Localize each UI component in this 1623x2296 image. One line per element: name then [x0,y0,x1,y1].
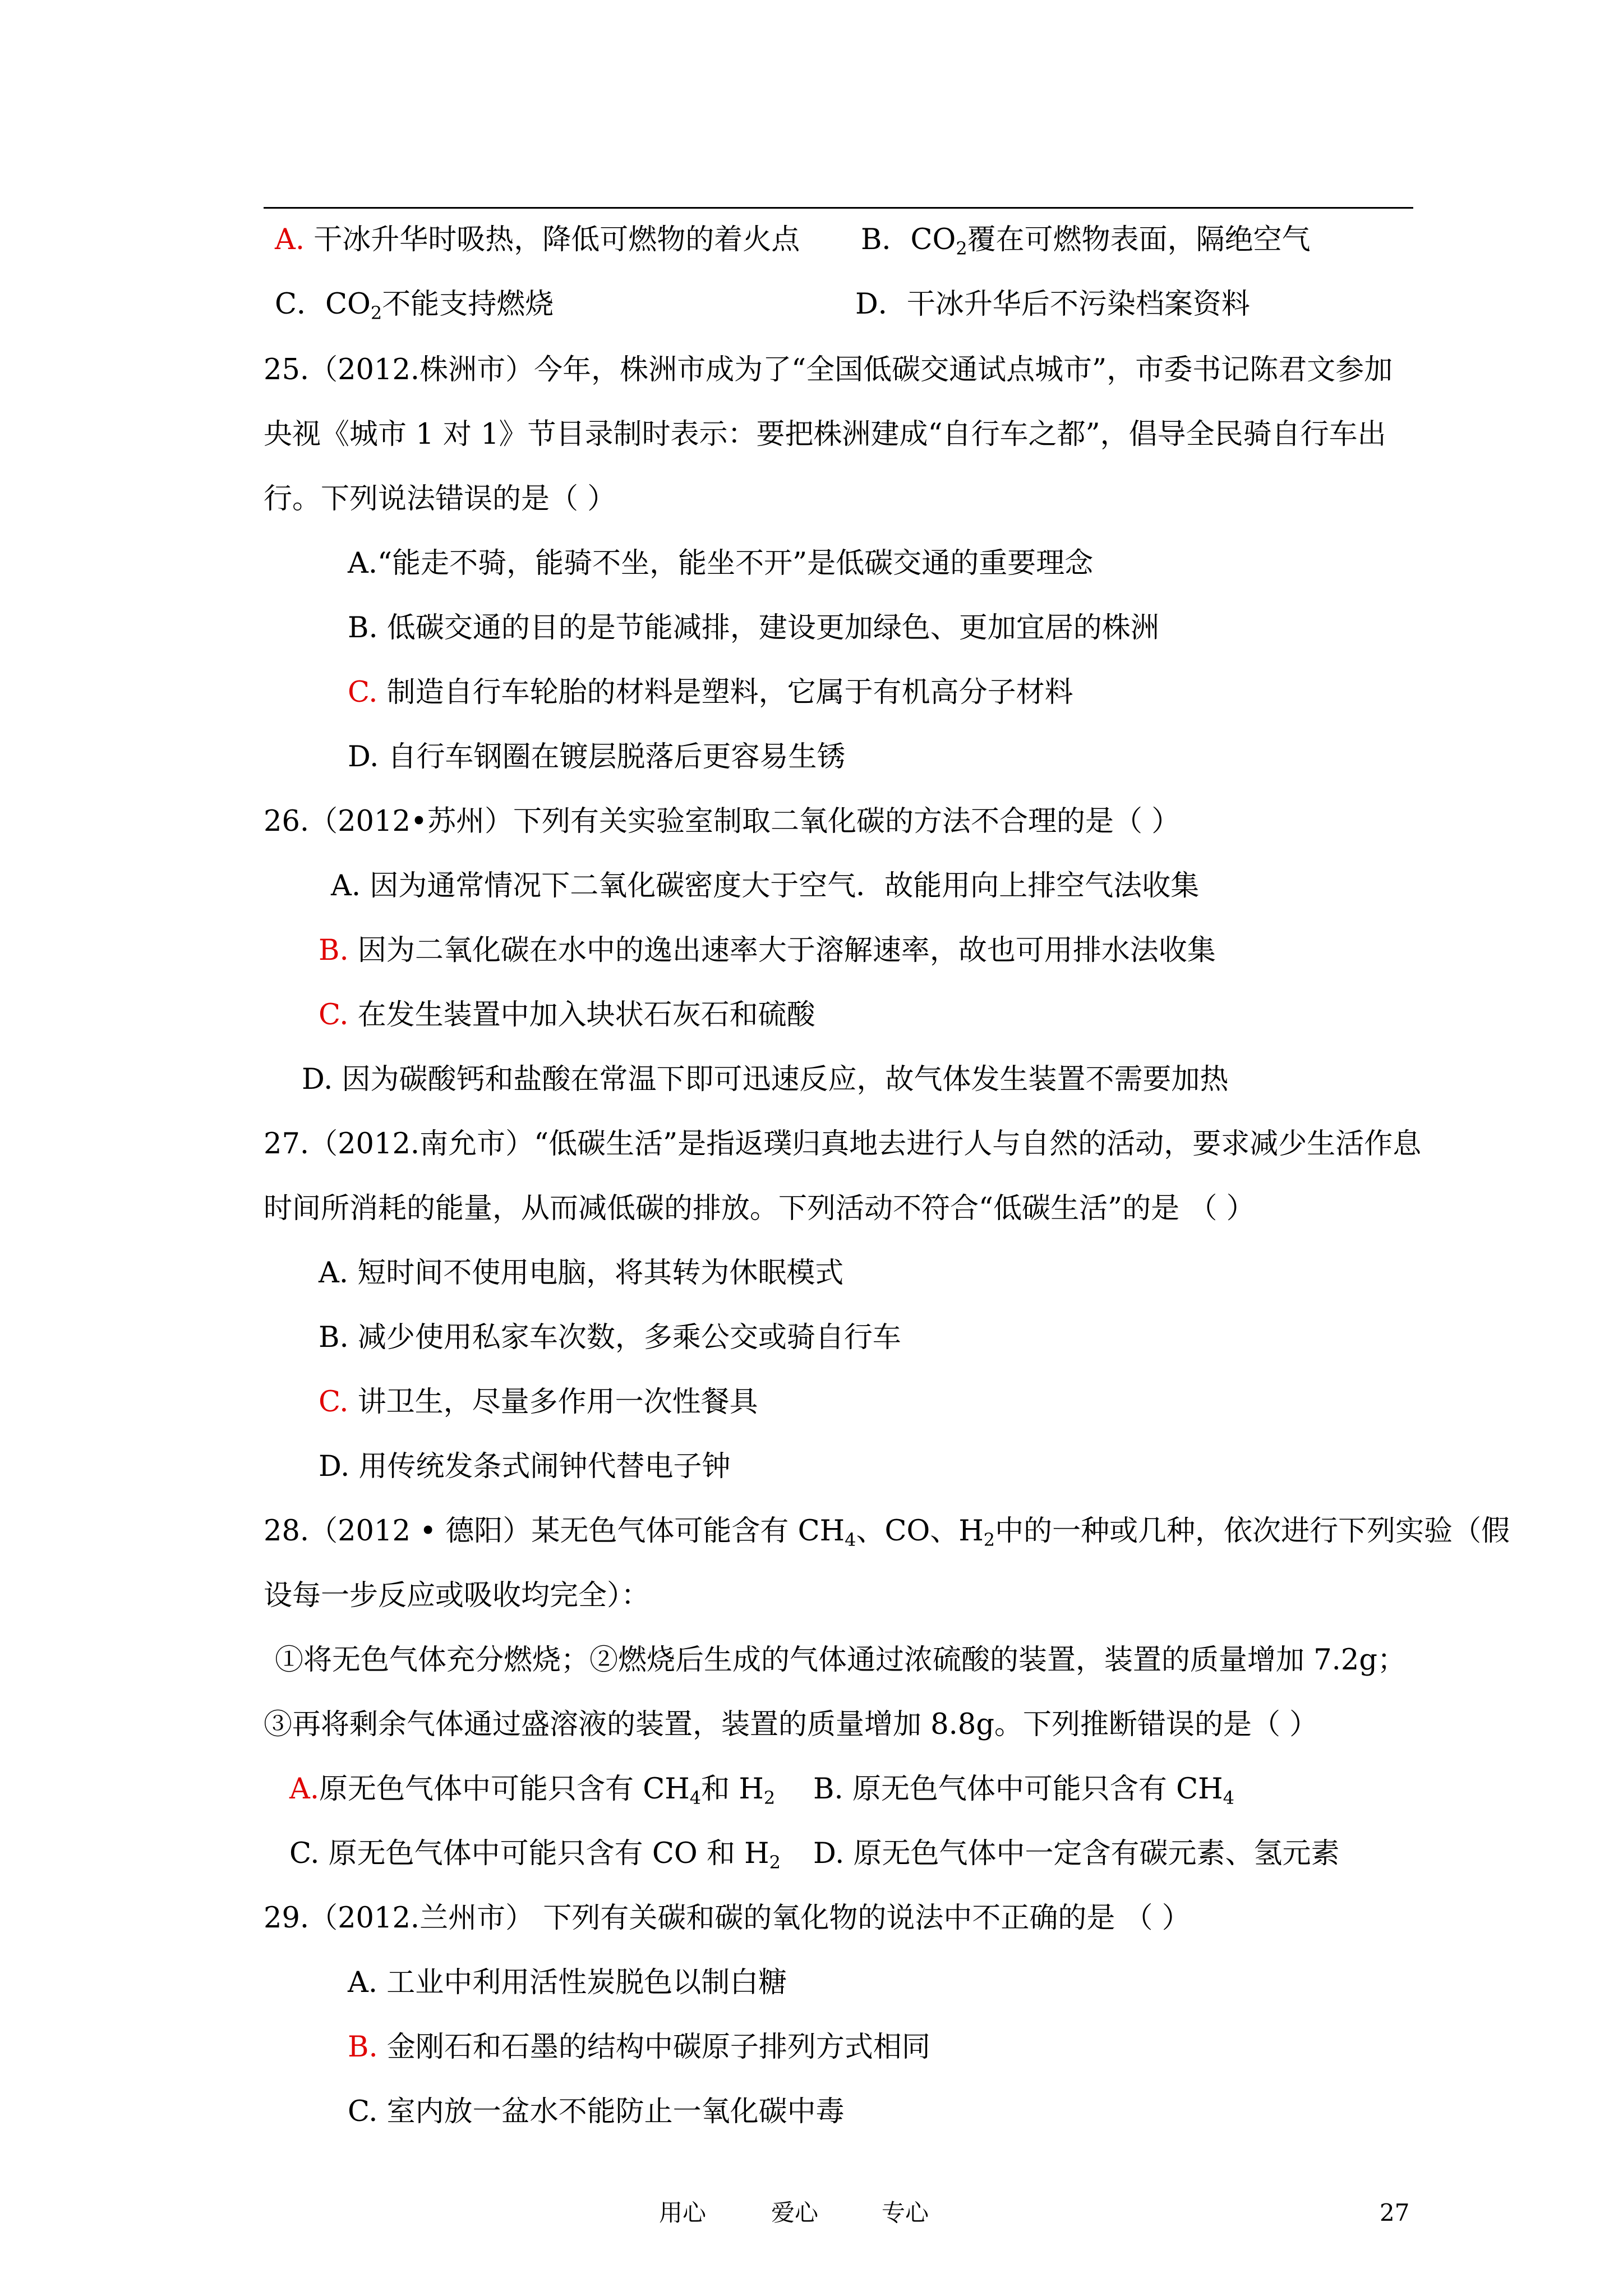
footer-left: 用心 [659,2199,707,2226]
q28-stem-line3: ①将无色气体充分燃烧；②燃烧后生成的气体通过浓硫酸的装置，装置的质量增加 7.2g； [275,1644,1406,1677]
q25-option-d: D. 自行车钢圈在镀层脱落后更容易生锈 [348,740,846,774]
q28-stem-line1-sub2: 2 [983,1529,995,1550]
q28-option-a-mid: 和 H [701,1773,764,1806]
q28-stem-line1-sub1: 4 [845,1529,856,1550]
q25-option-c-text: 制造自行车轮胎的材料是塑料，它属于有机高分子材料 [386,676,1073,709]
header-rule [264,207,1413,209]
q28-option-c-pre: C. 原无色气体中可能只含有 CO 和 H [289,1837,769,1870]
q29-option-b-letter: B. [348,2031,378,2064]
q25-option-c-letter: C. [348,676,378,709]
q24-option-a [275,223,800,257]
q28-stem-line1-a: 28.（2012 • 德阳）某无色气体可能含有 CH [264,1515,845,1548]
q29-option-b [348,2031,930,2064]
q27-stem-line1: 27.（2012.南允市）“低碳生活”是指返璞归真地去进行人与自然的活动，要求减少生活作息 [264,1128,1422,1161]
q27-stem-line2: 时间所消耗的能量，从而减低碳的排放。下列活动不符合“低碳生活”的是 （ ） [264,1192,1255,1225]
q24-option-c-sub: 2 [370,302,382,324]
q28-option-b-pre: B. 原无色气体中可能只含有 CH [813,1773,1223,1806]
q24-option-b [861,223,1311,257]
q26-option-d: D. 因为碳酸钙和盐酸在常温下即可迅速反应，故气体发生装置不需要加热 [302,1063,1229,1096]
q29-option-c: C. 室内放一盆水不能防止一氧化碳中毒 [348,2095,845,2128]
q28-option-a-sub1: 4 [689,1787,702,1809]
q29-option-a: A. 工业中利用活性炭脱色以制白糖 [348,1966,787,1999]
q28-stem-line1-c: 中的一种或几种，依次进行下列实验（假 [995,1515,1510,1548]
q28-option-a-letter: A. [289,1773,320,1806]
q29-stem: 29.（2012.兰州市） 下列有关碳和碳的氧化物的说法中不正确的是 （ ） [264,1902,1191,1935]
q24-option-c-post: 不能支持燃烧 [382,288,554,321]
q26-option-b-text: 因为二氧化碳在水中的逸出速率大于溶解速率，故也可用排水法收集 [357,934,1216,967]
q27-option-b: B. 减少使用私家车次数，多乘公交或骑自行车 [319,1321,901,1354]
q25-option-a: A.“能走不骑，能骑不坐，能坐不开”是低碳交通的重要理念 [348,547,1094,580]
q26-stem: 26.（2012•苏州）下列有关实验室制取二氧化碳的方法不合理的是（ ） [264,805,1181,838]
q26-option-c [319,999,815,1032]
q25-stem-line3: 行。下列说法错误的是（ ） [264,482,616,516]
q28-stem-line4: ③再将剩余气体通过盛溶液的装置，装置的质量增加 8.8g。下列推断错误的是（ ） [264,1708,1318,1741]
q24-option-b-pre: B．CO [861,223,956,256]
q24-option-b-post: 覆在可燃物表面，隔绝空气 [967,223,1311,256]
q29-option-b-text: 金刚石和石墨的结构中碳原子排列方式相同 [386,2031,930,2064]
q25-option-b: B. 低碳交通的目的是节能减排，建设更加绿色、更加宜居的株洲 [348,611,1159,645]
q26-option-b-letter: B. [319,934,349,967]
q25-stem-line1: 25.（2012.株洲市）今年，株洲市成为了“全国低碳交通试点城市”，市委书记陈君文参加 [264,353,1393,386]
q27-option-c-letter: C. [319,1386,349,1419]
q26-option-b [319,934,1216,968]
q28-stem-line1-b: 、CO、H [856,1515,984,1548]
q27-option-d: D. 用传统发条式闹钟代替电子钟 [319,1450,731,1483]
footer-middle: 爱心 [771,2199,819,2226]
q28-option-c [289,1837,781,1871]
q24-option-a-letter: A. [275,223,305,256]
q24-option-d: D．干冰升华后不污染档案资料 [855,288,1250,321]
q26-option-c-text: 在发生装置中加入块状石灰石和硫酸 [357,999,815,1032]
footer-right: 专心 [882,2199,929,2226]
q26-option-c-letter: C. [319,999,349,1032]
page-number: 27 [1380,2199,1410,2226]
q24-option-c-pre: C．CO [275,288,371,321]
q28-stem-line2: 设每一步反应或吸收均完全）： [264,1579,650,1612]
q27-option-a: A. 短时间不使用电脑，将其转为休眠模式 [319,1257,844,1290]
q25-option-c [348,676,1073,710]
q28-option-b [813,1773,1234,1809]
q27-option-c [319,1386,758,1419]
q27-option-c-text: 讲卫生，尽量多作用一次性餐具 [357,1386,758,1419]
q28-stem-line1 [264,1515,1510,1548]
q24-option-b-sub: 2 [956,238,967,259]
q28-option-a [289,1773,776,1809]
q25-stem-line2: 央视《城市 1 对 1》节目录制时表示：要把株洲建成“自行车之都”，倡导全民骑自行车出 [264,418,1386,451]
q26-option-a: A. 因为通常情况下二氧化碳密度大于空气．故能用向上排空气法收集 [331,869,1200,903]
q28-option-d: D. 原无色气体中一定含有碳元素、氢元素 [813,1837,1340,1870]
q28-option-c-sub: 2 [769,1852,781,1873]
q28-option-a-sub2: 2 [763,1787,776,1809]
q28-option-b-sub: 4 [1223,1787,1234,1809]
q28-option-a-pre: 原无色气体中可能只含有 CH [319,1773,690,1806]
q24-option-c [275,288,554,324]
q24-option-a-text: 干冰升华时吸热，降低可燃物的着火点 [313,223,800,256]
